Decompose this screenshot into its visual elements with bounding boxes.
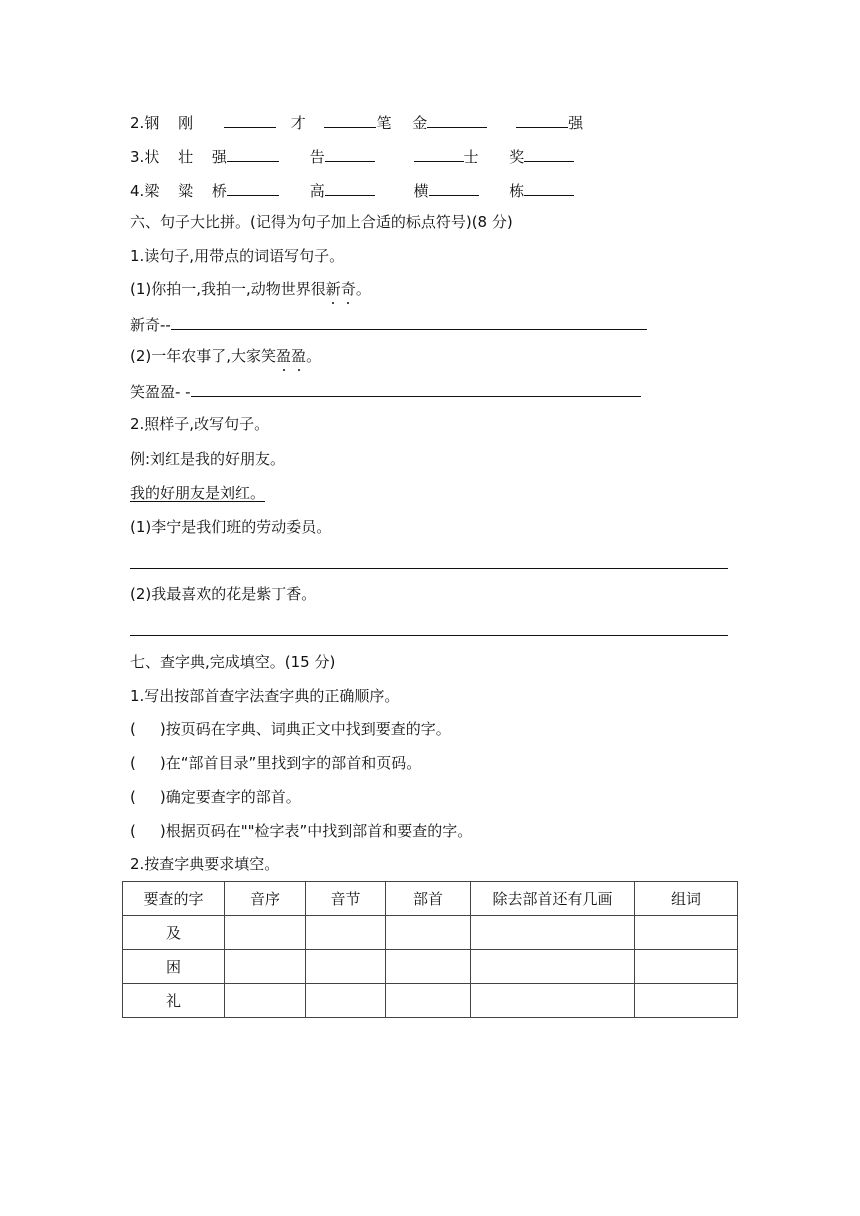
- table-cell[interactable]: [306, 916, 386, 950]
- exercise-2: (2)我最喜欢的花是紫丁香。: [130, 585, 317, 603]
- table-header: 部首: [386, 882, 471, 916]
- table-row: [123, 950, 738, 984]
- table-cell-char: 礼: [123, 984, 225, 1018]
- answer-line[interactable]: [130, 635, 728, 636]
- example-answer: 我的好朋友是刘红。: [130, 484, 266, 502]
- table-header: 要查的字: [123, 882, 225, 916]
- sentence-1-answer: 新奇--: [130, 314, 647, 335]
- table-cell[interactable]: [306, 950, 386, 984]
- section6-q1: 1.读句子,用带点的词语写句子。: [130, 247, 345, 265]
- section7-q1: 1.写出按部首查字法查字典的正确顺序。: [130, 687, 400, 705]
- sentence-2-answer: 笑盈盈- -: [130, 381, 641, 402]
- section7-q2: 2.按查字典要求填空。: [130, 855, 280, 873]
- table-cell[interactable]: [225, 984, 306, 1018]
- table-cell[interactable]: [471, 916, 635, 950]
- answer-blank[interactable]: [224, 112, 276, 128]
- answer-blank[interactable]: [429, 180, 479, 196]
- sentence-2: (2)一年农事了,大家笑盈盈。: [130, 347, 322, 365]
- table-cell[interactable]: [635, 950, 738, 984]
- order-step-4: ( )根据页码在""检字表”中找到部首和要查的字。: [130, 822, 473, 840]
- example-sentence: 例:刘红是我的好朋友。: [130, 450, 286, 468]
- exercise-1: (1)李宁是我们班的劳动委员。: [130, 518, 332, 536]
- table-cell[interactable]: [635, 916, 738, 950]
- answer-blank[interactable]: [325, 180, 375, 196]
- section6-q2: 2.照样子,改写句子。: [130, 415, 270, 433]
- section6-title: 六、句子大比拼。(记得为句子加上合适的标点符号)(8 分): [130, 213, 513, 231]
- order-step-2: ( )在“部首目录”里找到字的部首和页码。: [130, 754, 422, 772]
- table-cell-char: 及: [123, 916, 225, 950]
- answer-blank[interactable]: [324, 112, 376, 128]
- table-row: [123, 916, 738, 950]
- answer-line[interactable]: [191, 381, 641, 397]
- answer-blank[interactable]: [524, 146, 574, 162]
- table-cell[interactable]: [471, 950, 635, 984]
- answer-blank[interactable]: [325, 146, 375, 162]
- answer-line[interactable]: [130, 568, 728, 569]
- table-header: 音节: [306, 882, 386, 916]
- table-cell[interactable]: [306, 984, 386, 1018]
- table-header-row: [123, 882, 738, 916]
- answer-blank[interactable]: [227, 146, 279, 162]
- word-row-4: 4.梁 粱 桥 高 横 栋: [130, 180, 574, 201]
- table-cell[interactable]: [386, 950, 471, 984]
- table-cell[interactable]: [471, 984, 635, 1018]
- table-cell[interactable]: [386, 984, 471, 1018]
- table-cell[interactable]: [386, 916, 471, 950]
- table-header: 除去部首还有几画: [471, 882, 635, 916]
- word-row-3: 3.状 壮 强 告 士 奖: [130, 146, 574, 167]
- answer-blank[interactable]: [516, 112, 568, 128]
- sentence-1: (1)你拍一,我拍一,动物世界很新奇。: [130, 280, 371, 298]
- table-cell[interactable]: [635, 984, 738, 1018]
- answer-blank[interactable]: [414, 146, 464, 162]
- order-step-1: ( )按页码在字典、词典正文中找到要查的字。: [130, 720, 451, 738]
- table-cell[interactable]: [225, 950, 306, 984]
- answer-blank[interactable]: [524, 180, 574, 196]
- word-row-2: 2.钢 刚 才 笔 金 强: [130, 114, 584, 132]
- table-row: [123, 984, 738, 1018]
- table-header: 组词: [635, 882, 738, 916]
- answer-line[interactable]: [171, 314, 647, 330]
- answer-blank[interactable]: [227, 180, 279, 196]
- table-cell-char: 困: [123, 950, 225, 984]
- dictionary-table: [122, 881, 738, 1018]
- section7-title: 七、查字典,完成填空。(15 分): [130, 653, 336, 671]
- answer-blank[interactable]: [427, 112, 487, 128]
- order-step-3: ( )确定要查字的部首。: [130, 788, 301, 806]
- table-header: 音序: [225, 882, 306, 916]
- table-cell[interactable]: [225, 916, 306, 950]
